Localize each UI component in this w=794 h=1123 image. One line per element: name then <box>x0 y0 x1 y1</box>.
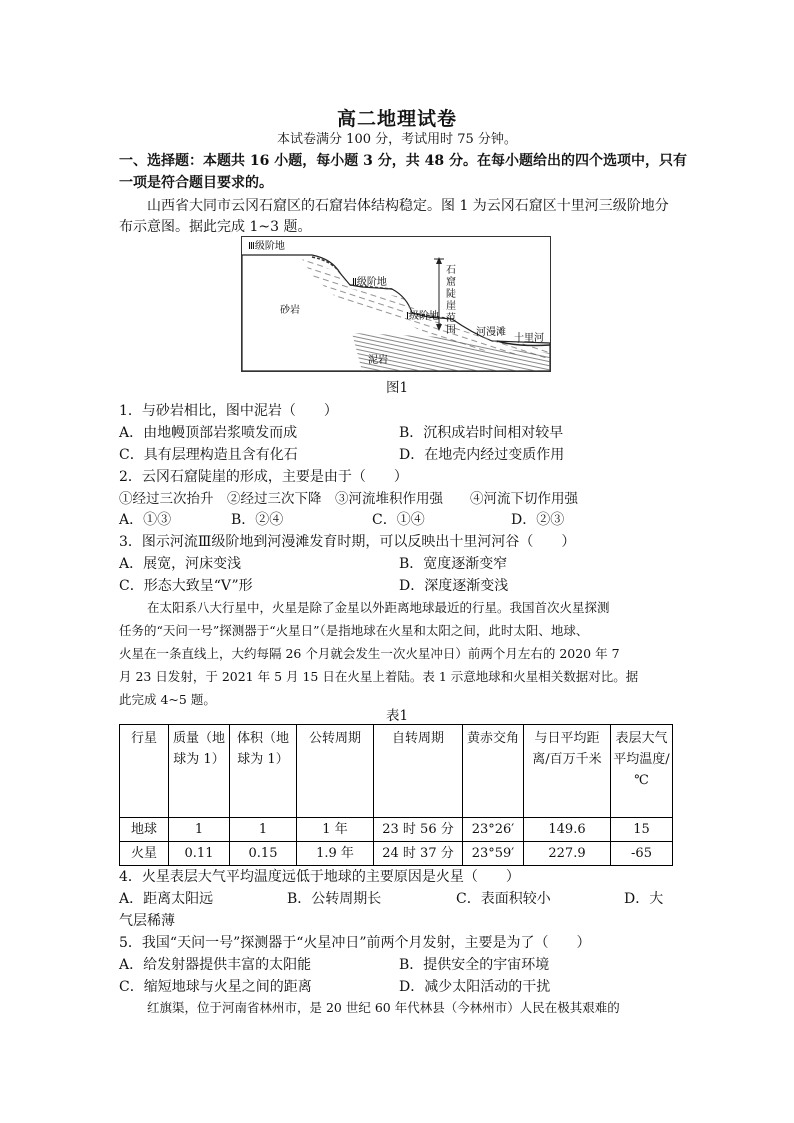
q4-option-a: A．距离太阳远 <box>119 891 214 907</box>
figure-1-caption: 图1 <box>385 380 409 396</box>
table-header-cell: 与日平均距离/百万千米 <box>524 725 611 818</box>
q4-option-b: B．公转周期长 <box>287 891 382 907</box>
table-cell: 24 时 37 分 <box>374 842 463 866</box>
label-mudstone: 泥岩 <box>368 355 388 366</box>
label-cliff-1: 石 <box>446 265 456 276</box>
q2-option-d: D．②③ <box>511 512 565 528</box>
table-header-cell: 行星 <box>120 725 169 818</box>
section-heading: 一、选择题：本题共 16 小题，每小题 3 分，共 48 分。在每小题给出的四个选项中，只有 <box>119 153 687 169</box>
table-header-cell: 体积（地球为 1） <box>230 725 297 818</box>
q4-option-d-cont: 气层稀薄 <box>119 913 175 929</box>
label-cliff-2: 窟 <box>446 277 456 288</box>
q2-stem: 2．云冈石窟陡崖的形成，主要是由于（ ） <box>119 469 408 485</box>
q3-option-b: B．宽度逐渐变窄 <box>399 556 508 572</box>
label-cliff-3: 陡 <box>446 289 456 300</box>
q2-items: ①经过三次抬升 ②经过三次下降 ③河流堆积作用强 ④河流下切作用强 <box>119 491 578 507</box>
table-cell: 23 时 56 分 <box>374 818 463 842</box>
q5-stem: 5．我国“天问一号”探测器于“火星冲日”前两个月发射，主要是为了（ ） <box>119 935 591 951</box>
passage1-line1: 山西省大同市云冈石窟区的石窟岩体结构稳定。图 1 为云冈石窟区十里河三级阶地分 <box>147 198 669 214</box>
table-header-row <box>120 725 673 818</box>
q4-option-c: C．表面积较小 <box>456 891 551 907</box>
q5-option-a: A．给发射器提供丰富的太阳能 <box>119 957 312 973</box>
label-river: 十里河 <box>514 333 544 344</box>
table-row <box>120 842 673 866</box>
table-cell: 149.6 <box>524 818 611 842</box>
q1-option-b: B．沉积成岩时间相对较早 <box>399 425 564 441</box>
page-title: 高二地理试卷 <box>336 108 457 130</box>
q1-option-c: C．具有层理构造且含有化石 <box>119 447 298 463</box>
passage2-line5: 此完成 4~5 题。 <box>119 692 216 707</box>
passage1-line2: 布示意图。据此完成 1~3 题。 <box>119 219 312 235</box>
passage2-line3: 火星在一条直线上，大约每隔 26 个月就会发生一次火星冲日）前两个月左右的 2020 年 7 <box>119 646 620 661</box>
q2-option-b: B．②④ <box>231 512 284 528</box>
table-cell: 23°59′ <box>463 842 524 866</box>
q5-option-d: D．减少太阳活动的干扰 <box>399 979 551 995</box>
q3-option-a: A．展宽，河床变浅 <box>119 556 242 572</box>
table-cell: 火星 <box>120 842 169 866</box>
label-terrace2: Ⅱ级阶地 <box>352 277 387 288</box>
label-floodplain: 河漫滩 <box>476 327 506 338</box>
passage3-line1: 红旗渠，位于河南省林州市，是 20 世纪 60 年代林县（今林州市）人民在极其艰难的 <box>147 1000 620 1015</box>
table-header-cell: 公转周期 <box>297 725 374 818</box>
q1-option-a: A．由地幔顶部岩浆喷发而成 <box>119 425 298 441</box>
table-cell: 1 年 <box>297 818 374 842</box>
q1-option-d: D．在地壳内经过变质作用 <box>399 447 565 463</box>
table-1-caption: 表1 <box>385 708 409 724</box>
label-cliff-4: 崖 <box>446 301 456 312</box>
table-cell: 地球 <box>120 818 169 842</box>
page-subtitle: 本试卷满分 100 分，考试用时 75 分钟。 <box>277 132 517 147</box>
q3-option-c: C．形态大致呈“V”形 <box>119 578 253 594</box>
terrace-diagram <box>242 237 550 371</box>
section-heading-cont: 一项是符合题目要求的。 <box>119 175 273 191</box>
table-cell: 0.11 <box>169 842 230 866</box>
figure-1-diagram <box>241 236 551 372</box>
q4-stem: 4．火星表层大气平均温度远低于地球的主要原因是火星（ ） <box>119 869 520 885</box>
q3-option-d: D．深度逐渐变浅 <box>399 578 509 594</box>
table-row <box>120 818 673 842</box>
table-cell: 0.15 <box>230 842 297 866</box>
table-cell: 23°26′ <box>463 818 524 842</box>
passage2-line1: 在太阳系八大行星中，火星是除了金星以外距离地球最近的行星。我国首次火星探测 <box>147 600 610 615</box>
table-cell: -65 <box>611 842 673 866</box>
table-cell: 1 <box>169 818 230 842</box>
passage2-line2: 任务的“天问一号”探测器于“火星日”（是指地球在火星和太阳之间，此时太阳、地球、 <box>119 623 589 638</box>
table-cell: 1 <box>230 818 297 842</box>
q5-option-c: C．缩短地球与火星之间的距离 <box>119 979 312 995</box>
table-header-cell: 自转周期 <box>374 725 463 818</box>
label-terrace3: Ⅲ级阶地 <box>248 241 285 252</box>
q2-option-a: A．①③ <box>119 512 172 528</box>
planet-data-table <box>119 724 673 866</box>
q2-option-c: C．①④ <box>372 512 425 528</box>
label-terrace1: Ⅰ级阶地 <box>406 311 439 322</box>
table-cell: 1.9 年 <box>297 842 374 866</box>
table-header-cell: 黄赤交角 <box>463 725 524 818</box>
table-cell: 227.9 <box>524 842 611 866</box>
table-header-cell: 表层大气平均温度/℃ <box>611 725 673 818</box>
q4-option-d: D．大 <box>624 891 664 907</box>
q5-option-b: B．提供安全的宇宙环境 <box>399 957 550 973</box>
q1-stem: 1．与砂岩相比，图中泥岩（ ） <box>119 403 338 419</box>
label-cliff-5: 范 <box>446 313 456 324</box>
passage2-line4: 月 23 日发射，于 2021 年 5 月 15 日在火星上着陆。表 1 示意地球和火星相关数据对比。据 <box>119 669 639 684</box>
label-cliff-6: 围 <box>446 325 456 336</box>
table-cell: 15 <box>611 818 673 842</box>
label-sandstone: 砂岩 <box>280 305 300 316</box>
q3-stem: 3．图示河流Ⅲ级阶地到河漫滩发育时期，可以反映出十里河河谷（ ） <box>119 534 576 550</box>
table-header-cell: 质量（地球为 1） <box>169 725 230 818</box>
